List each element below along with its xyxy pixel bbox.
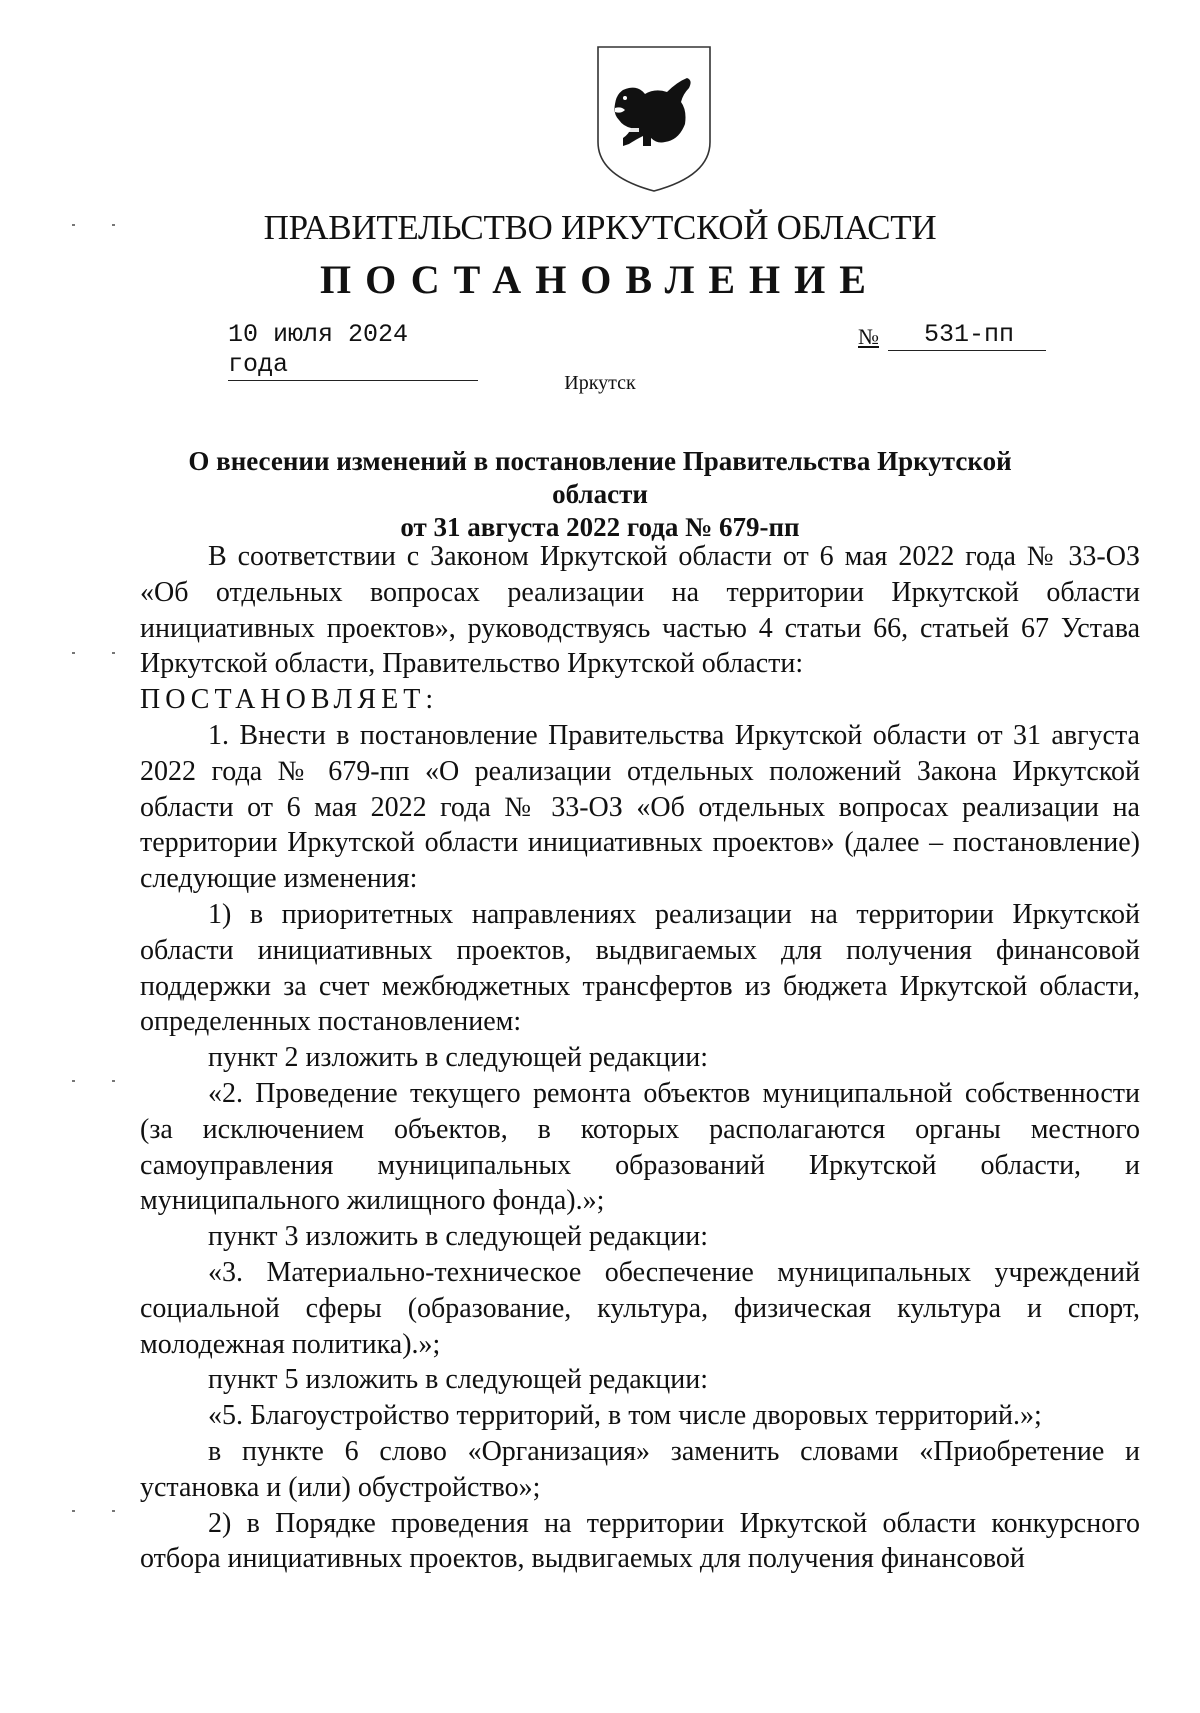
body-paragraph: пункт 5 изложить в следующей редакции: — [208, 1364, 708, 1396]
scan-speck — [72, 1080, 75, 1082]
body-paragraph: в пункте 6 слово «Организация» заменить словами «Приобретение и установка и (или) обустройство»; — [140, 1435, 1140, 1503]
scan-speck — [112, 1510, 115, 1512]
body-paragraph: пункт 3 изложить в следующей редакции: — [208, 1221, 708, 1253]
scan-speck — [112, 224, 115, 226]
document-number: 531-пп — [888, 320, 1046, 351]
body-paragraph: «3. Материально-техническое обеспечение муниципальных учреждений социальной сферы (образование, культура, физическая культура и спорт, молодежная политика).»; — [140, 1256, 1140, 1360]
scan-speck — [112, 1080, 115, 1082]
title-line-2: от 31 августа 2022 года № 679-пп — [400, 512, 800, 542]
city-name: Иркутск — [564, 372, 636, 394]
body-paragraph: 2) в Порядке проведения на территории Иркутской области конкурсного отбора инициативных проектов, выдвигаемых для получения финансовой — [140, 1507, 1140, 1575]
document-title — [150, 445, 1050, 544]
coat-of-arms-emblem — [595, 44, 713, 194]
scan-speck — [112, 652, 115, 654]
body-paragraph: В соответствии с Законом Иркутской области от 6 мая 2022 года № 33-ОЗ «Об отдельных вопросах реализации на территории Иркутской области инициативных проектов», руководствуясь частью 4 статьи 66, статьей 67 Устава Иркутской области, Правительство Иркутской области: — [140, 541, 1140, 680]
decree-word: ПОСТАНОВЛЯЕТ: — [140, 684, 439, 716]
body-paragraph: «5. Благоустройство территорий, в том числе дворовых территорий.»; — [208, 1400, 1042, 1432]
government-name: ПРАВИТЕЛЬСТВО ИРКУТСКОЙ ОБЛАСТИ — [263, 208, 937, 247]
document-body — [140, 539, 1140, 1577]
title-line-1: О внесении изменений в постановление Правительства Иркутской области — [188, 446, 1012, 509]
body-paragraph: пункт 2 изложить в следующей редакции: — [208, 1042, 708, 1074]
scan-speck — [72, 224, 75, 226]
scan-speck — [72, 1510, 75, 1512]
body-paragraph: 1) в приоритетных направлениях реализации на территории Иркутской области инициативных проектов, выдвигаемых для получения финансовой поддержки за счет межбюджетных трансфертов из бюджета Иркутской области, определенных постановлением: — [140, 898, 1140, 1038]
scan-speck — [72, 652, 75, 654]
document-date: 10 июля 2024 года — [228, 320, 478, 381]
body-paragraph: 1. Внести в постановление Правительства Иркутской области от 31 августа 2022 года № 679-пп «О реализации отдельных положений Закона Иркутской области от 6 мая 2022 года № 33-ОЗ «Об отдельных вопросах реализации на территории Иркутской области инициативных проектов» (далее – постановление) следующие изменения: — [140, 719, 1140, 895]
document-type: ПОСТАНОВЛЕНИЕ — [320, 257, 880, 302]
number-sign: № — [858, 324, 879, 349]
body-paragraph: «2. Проведение текущего ремонта объектов муниципальной собственности (за исключением объектов, в которых располагаются органы местного самоуправления муниципальных образований Иркутской области, и муниципального жилищного фонда).»; — [140, 1077, 1140, 1217]
